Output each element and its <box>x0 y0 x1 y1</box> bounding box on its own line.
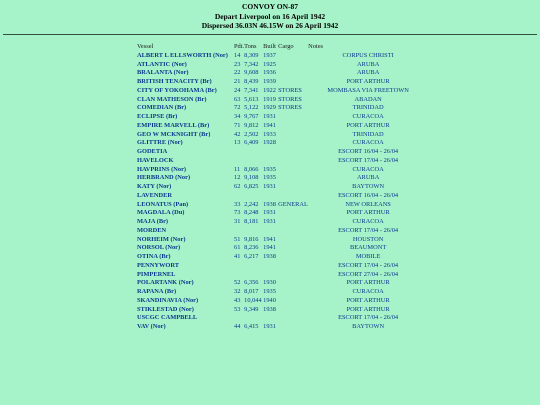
notes-cell: BAYTOWN <box>352 183 385 190</box>
table-row <box>137 61 428 70</box>
built-cell: 1938 <box>263 200 276 208</box>
cargo-cell <box>278 227 308 236</box>
dispersed-line: Dispersed 36.03N 46.15W on 26 April 1942 <box>201 21 339 30</box>
table-row <box>137 201 428 210</box>
cargo-cell: GENERAL <box>278 200 308 208</box>
notes-cell: PORT ARTHUR <box>346 78 390 85</box>
notes-cell: CURACOA <box>352 218 384 225</box>
pdt-cell: 44 <box>234 323 241 330</box>
tons-cell: 8,181 <box>244 218 259 225</box>
vessel-name: OTINA (Br) <box>137 253 171 260</box>
table-row <box>137 157 428 166</box>
pdt-cell: 51 <box>234 235 241 243</box>
built-cell: 1941 <box>263 235 276 243</box>
built-cell: 1936 <box>263 69 276 77</box>
vessel-name: MAJA (Br) <box>137 218 169 225</box>
tons-cell: 8,236 <box>244 244 259 252</box>
tons-cell: 6,356 <box>244 279 259 287</box>
vessel-name: EMPIRE MARVELL (Br) <box>137 121 210 129</box>
cargo-cell <box>278 113 308 122</box>
tons-cell: 8,017 <box>244 288 259 295</box>
cargo-cell <box>278 271 308 280</box>
vessel-name: STIKLESTAD (Nor) <box>137 305 194 313</box>
pdt-cell: 62 <box>234 183 241 190</box>
vessel-name: KATY (Nor) <box>137 183 172 190</box>
built-cell <box>263 157 278 166</box>
built-cell: 1931 <box>263 113 276 120</box>
vessel-name: HAVPRINS (Nor) <box>137 165 187 173</box>
pdt-cell: 52 <box>234 279 241 287</box>
vessel-name: NORSOL (Nor) <box>137 244 181 252</box>
vessel-name: GLITTRE (Nor) <box>137 139 183 147</box>
table-row <box>137 314 428 323</box>
notes-cell: ESCORT 16/04 - 26/04 <box>338 148 399 155</box>
notes-cell: PORT ARTHUR <box>346 209 390 217</box>
cargo-cell <box>278 148 308 157</box>
notes-cell: MOBILE <box>355 253 381 260</box>
table-row <box>137 236 428 245</box>
tons-cell: 8,439 <box>244 78 259 85</box>
vessel-name: SKANDINAVIA (Nor) <box>137 296 199 304</box>
pdt-cell: 21 <box>234 78 241 85</box>
table-row <box>137 183 428 192</box>
tons-cell <box>244 314 263 323</box>
built-cell: 1928 <box>263 139 276 147</box>
notes-cell: PORT ARTHUR <box>346 279 390 287</box>
built-cell: 1935 <box>263 165 276 173</box>
vessel-name: BRALANTA (Nor) <box>137 69 189 77</box>
cargo-cell <box>278 131 308 140</box>
table-header-row <box>137 43 428 52</box>
built-cell: 1938 <box>263 305 276 313</box>
header-divider <box>3 34 537 35</box>
tons-cell: 9,816 <box>244 235 259 243</box>
cargo-cell: STORES <box>278 95 302 103</box>
cargo-cell <box>278 306 308 315</box>
built-cell: 1935 <box>263 288 276 295</box>
built-cell: 1919 <box>263 95 276 103</box>
table-row <box>137 218 428 227</box>
cargo-cell <box>278 139 308 148</box>
tons-cell: 6,409 <box>244 139 259 147</box>
column-header-built: Built <box>263 43 276 50</box>
notes-cell: ARUBA <box>356 174 380 182</box>
tons-cell <box>244 192 263 201</box>
vessel-name: GEO W MCKNIGHT (Br) <box>137 130 211 138</box>
table-row <box>137 306 428 315</box>
tons-cell: 5,613 <box>244 95 259 103</box>
built-cell <box>263 314 278 323</box>
cargo-cell <box>278 61 308 70</box>
vessel-name: LEONATUS (Pan) <box>137 200 189 208</box>
notes-cell: BEAUMONT <box>350 244 387 252</box>
table-row <box>137 139 428 148</box>
vessel-name: MAGDALA (Du) <box>137 209 185 217</box>
table-row <box>137 69 428 78</box>
tons-cell: 2,242 <box>244 200 259 208</box>
pdt-cell: 22 <box>234 69 241 77</box>
pdt-cell <box>234 148 244 157</box>
tons-cell <box>244 227 263 236</box>
notes-cell: ESCORT 17/04 - 26/04 <box>338 261 399 269</box>
cargo-cell <box>278 323 308 332</box>
notes-cell: NEW ORLEANS <box>345 200 391 208</box>
notes-cell: TRINIDAD <box>352 104 384 112</box>
built-cell: 1922 <box>263 86 276 94</box>
table-row <box>137 52 428 61</box>
column-header-notes: Notes <box>308 43 324 50</box>
notes-cell: CURACOA <box>352 288 384 295</box>
cargo-cell <box>278 192 308 201</box>
pdt-cell <box>234 157 244 166</box>
built-cell: 1931 <box>263 209 276 217</box>
tons-cell: 8,248 <box>244 209 259 217</box>
tons-cell: 9,608 <box>244 69 259 77</box>
cargo-cell <box>278 314 308 323</box>
cargo-cell <box>278 166 308 175</box>
tons-cell: 7,342 <box>244 60 259 68</box>
cargo-cell <box>278 253 308 262</box>
table-row <box>137 323 428 332</box>
built-cell: 1931 <box>263 183 276 190</box>
pdt-cell: 14 <box>234 51 241 59</box>
tons-cell <box>244 157 263 166</box>
built-cell: 1937 <box>263 51 276 59</box>
depart-line: Depart Liverpool on 16 April 1942 <box>214 11 326 21</box>
convoy-title: CONVOY ON-87 <box>241 2 299 11</box>
table-row <box>137 279 428 288</box>
vessel-name: COMEDIAN (Br) <box>137 104 187 112</box>
tons-cell <box>244 262 263 271</box>
notes-cell: CURACOA <box>352 165 384 173</box>
tons-cell: 8,066 <box>244 165 259 173</box>
table-row <box>137 96 428 105</box>
pdt-cell <box>234 314 244 323</box>
cargo-cell <box>278 209 308 218</box>
cargo-cell <box>278 174 308 183</box>
notes-cell: MOMBASA VIA FREETOWN <box>327 86 409 94</box>
built-cell <box>263 271 278 280</box>
vessel-name: ATLANTIC (Nor) <box>137 60 187 68</box>
tons-cell: 6,415 <box>244 323 259 330</box>
vessel-name: CLAN MATHESON (Br) <box>137 95 207 103</box>
table-row <box>137 166 428 175</box>
notes-cell: CURACOA <box>352 113 384 120</box>
table-row <box>137 271 428 280</box>
pdt-cell: 53 <box>234 305 241 313</box>
table-row <box>137 104 428 113</box>
pdt-cell: 41 <box>234 253 241 260</box>
pdt-cell: 24 <box>234 86 241 94</box>
table-row <box>137 253 428 262</box>
vessel-name: PENNYWORT <box>137 261 180 269</box>
convoy-header <box>0 0 540 31</box>
tons-cell: 5,122 <box>244 104 259 112</box>
pdt-cell: 72 <box>234 104 241 112</box>
built-cell: 1935 <box>263 174 276 182</box>
table-row <box>137 148 428 157</box>
pdt-cell <box>234 227 244 236</box>
tons-cell: 9,812 <box>244 121 259 129</box>
tons-cell <box>244 271 263 280</box>
table-row <box>137 227 428 236</box>
built-cell <box>263 262 278 271</box>
table-row <box>137 244 428 253</box>
notes-cell: ESCORT 16/04 - 26/04 <box>338 191 399 199</box>
vessel-name: NORHEIM (Nor) <box>137 235 186 243</box>
built-cell <box>263 192 278 201</box>
convoy-table <box>137 43 428 332</box>
tons-cell: 8,309 <box>244 51 259 59</box>
table-row <box>137 209 428 218</box>
pdt-cell <box>234 271 244 280</box>
cargo-cell <box>278 279 308 288</box>
cargo-cell <box>278 52 308 61</box>
pdt-cell <box>234 192 244 201</box>
pdt-cell: 34 <box>234 113 241 120</box>
cargo-cell <box>278 236 308 245</box>
built-cell: 1938 <box>263 253 276 260</box>
cargo-cell <box>278 69 308 78</box>
column-header-tons: Tons <box>244 43 257 50</box>
cargo-cell <box>278 262 308 271</box>
vessel-name: USCGC CAMPBELL <box>137 314 198 322</box>
built-cell <box>263 148 278 157</box>
notes-cell: ARUBA <box>356 60 380 68</box>
pdt-cell: 43 <box>234 296 241 304</box>
notes-cell: ESCORT 17/04 - 26/04 <box>338 226 399 234</box>
pdt-cell: 61 <box>234 244 241 252</box>
column-header-pdt: Pdt. <box>234 43 245 50</box>
tons-cell: 9,349 <box>244 305 259 313</box>
built-cell: 1925 <box>263 60 276 68</box>
pdt-cell: 63 <box>234 95 241 103</box>
built-cell: 1930 <box>263 279 276 287</box>
table-row <box>137 113 428 122</box>
cargo-cell <box>278 183 308 192</box>
notes-cell: PORT ARTHUR <box>346 305 390 313</box>
notes-cell: CORPUS CHRISTI <box>342 51 394 59</box>
tons-cell: 6,217 <box>244 253 259 260</box>
pdt-cell: 11 <box>234 165 241 173</box>
cargo-cell <box>278 157 308 166</box>
notes-cell: TRINIDAD <box>352 130 384 138</box>
notes-cell: PORT ARTHUR <box>346 121 390 129</box>
tons-cell: 2,502 <box>244 130 259 138</box>
table-row <box>137 131 428 140</box>
vessel-name: RAPANA (Br) <box>137 288 177 295</box>
built-cell: 1931 <box>263 218 276 225</box>
cargo-cell <box>278 78 308 87</box>
convoy-table-body <box>137 52 428 332</box>
pdt-cell: 23 <box>234 60 241 68</box>
vessel-name: HERBRAND (Nor) <box>137 174 191 182</box>
tons-cell: 10,044 <box>244 296 262 304</box>
tons-cell <box>244 148 263 157</box>
pdt-cell: 32 <box>234 288 241 295</box>
vessel-name: BRITISH TENACITY (Br) <box>137 78 212 85</box>
vessel-name: POLARTANK (Nor) <box>137 279 194 287</box>
table-row <box>137 192 428 201</box>
built-cell: 1940 <box>263 296 276 304</box>
table-row <box>137 262 428 271</box>
tons-cell: 9,108 <box>244 174 259 182</box>
vessel-name: ECLIPSE (Br) <box>137 113 178 120</box>
notes-cell: ARUBA <box>356 69 380 77</box>
table-row <box>137 174 428 183</box>
pdt-cell: 33 <box>234 200 241 208</box>
cargo-cell <box>278 297 308 306</box>
notes-cell: BAYTOWN <box>352 323 385 330</box>
vessel-name: PIMPERNEL <box>137 270 176 278</box>
column-header-vessel: Vessel <box>137 43 154 50</box>
table-row <box>137 122 428 131</box>
notes-cell: ESCORT 17/04 - 26/04 <box>338 156 399 164</box>
built-cell: 1929 <box>263 104 276 112</box>
notes-cell: ESCORT 17/04 - 26/04 <box>338 314 399 322</box>
pdt-cell: 12 <box>234 174 241 182</box>
notes-cell: HOUSTON <box>352 235 384 243</box>
notes-cell: ABADAN <box>354 95 382 103</box>
built-cell: 1933 <box>263 130 276 138</box>
tons-cell: 6,825 <box>244 183 259 190</box>
vessel-name: MORDEN <box>137 226 167 234</box>
vessel-name: ALBERT L ELLSWORTH (Nor) <box>137 51 228 59</box>
built-cell <box>263 227 278 236</box>
vessel-name: LAVENDER <box>137 191 173 199</box>
table-row <box>137 297 428 306</box>
cargo-cell <box>278 288 308 297</box>
built-cell: 1941 <box>263 244 276 252</box>
cargo-cell <box>278 218 308 227</box>
pdt-cell: 42 <box>234 130 241 138</box>
built-cell: 1939 <box>263 78 276 85</box>
vessel-name: HAVELOCK <box>137 156 174 164</box>
tons-cell: 7,341 <box>244 86 259 94</box>
column-header-cargo: Cargo <box>278 43 294 50</box>
table-row <box>137 78 428 87</box>
pdt-cell: 31 <box>234 218 241 225</box>
pdt-cell: 71 <box>234 121 241 129</box>
pdt-cell <box>234 262 244 271</box>
vessel-name: GODETIA <box>137 148 168 155</box>
notes-cell: ESCORT 27/04 - 26/04 <box>338 270 399 278</box>
notes-cell: CURACOA <box>352 139 384 147</box>
built-cell: 1931 <box>263 323 276 330</box>
table-row <box>137 87 428 96</box>
vessel-name: VAV (Nor) <box>137 323 166 330</box>
tons-cell: 9,767 <box>244 113 259 120</box>
table-row <box>137 288 428 297</box>
cargo-cell <box>278 244 308 253</box>
cargo-cell: STORES <box>278 86 302 94</box>
cargo-cell: STORES <box>278 104 302 112</box>
pdt-cell: 13 <box>234 139 241 147</box>
vessel-name: CITY OF YOKOHAMA (Br) <box>137 86 217 94</box>
notes-cell: PORT ARTHUR <box>346 296 390 304</box>
pdt-cell: 73 <box>234 209 241 217</box>
cargo-cell <box>278 122 308 131</box>
built-cell: 1941 <box>263 121 276 129</box>
